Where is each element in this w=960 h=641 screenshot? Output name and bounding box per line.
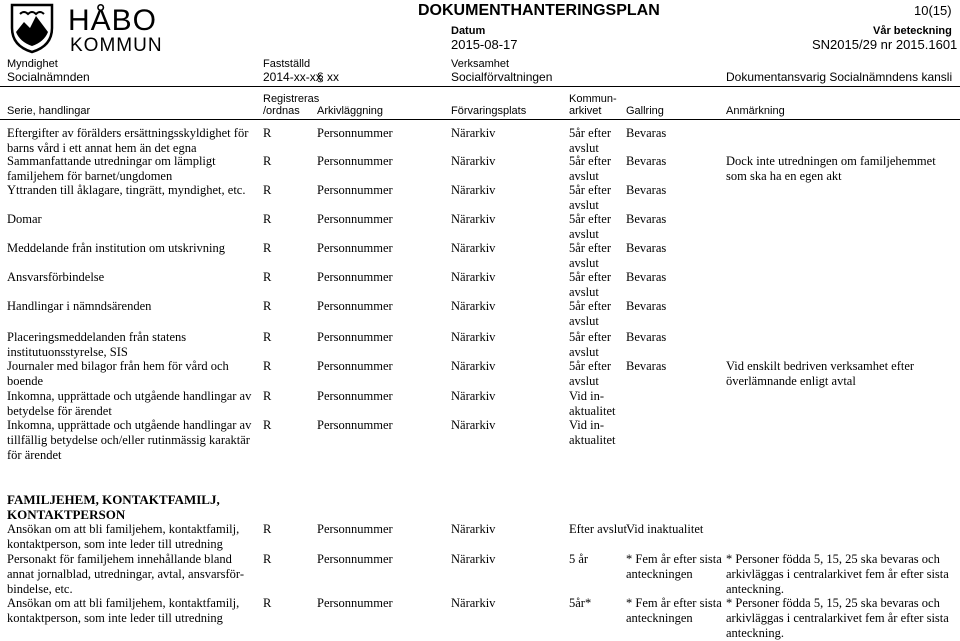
row-kom: 5år efter avslut	[569, 270, 611, 299]
row-anm: Dock inte utredningen om familjehemmet som ska ha en egen akt	[726, 154, 936, 183]
adopted-section: § xx	[317, 70, 340, 84]
ref-value: SN2015/29 nr 2015.1601	[812, 37, 958, 52]
row-kom: 5år efter avslut	[569, 126, 611, 155]
row-reg: R	[263, 154, 272, 168]
operations-label: Verksamhet	[451, 58, 510, 70]
row-kom: 5år efter avslut	[569, 212, 611, 241]
adopted-value: 2014-xx-xx	[263, 70, 322, 84]
row-reg: R	[263, 126, 272, 140]
row-ark: Personnummer	[317, 596, 393, 610]
row-name: Journaler med bilagor från hem för vård och boende	[7, 359, 229, 388]
row-name: Personakt för familjehem innehållande bland annat jornalblad, utredningar, avtal, ansvarsför-bindelse, etc.	[7, 552, 245, 596]
row-kom: 5år efter avslut	[569, 241, 611, 270]
row-reg: R	[263, 389, 272, 403]
row-name: Ansökan om att bli familjehem, kontaktfamilj, kontaktperson, som inte leder till utredning	[7, 596, 240, 625]
document-header	[0, 0, 960, 120]
row-forv: Närarkiv	[451, 359, 496, 373]
col-anmarkning: Anmärkning	[726, 105, 785, 117]
page-number: 10(15)	[914, 3, 952, 18]
row-ark: Personnummer	[317, 183, 393, 197]
row-name: Sammanfattande utredningar om lämpligt familjehem för barnet/ungdomen	[7, 154, 216, 183]
row-gall: * Fem år efter sista anteckningen	[626, 596, 722, 625]
row-forv: Närarkiv	[451, 552, 496, 566]
row-ark: Personnummer	[317, 270, 393, 284]
row-kom: Efter avslut	[569, 522, 627, 536]
row-anm: * Personer födda 5, 15, 25 ska bevaras och arkivläggas i centralarkivet fem år efter sista anteckning.	[726, 596, 949, 640]
row-anm: * Personer födda 5, 15, 25 ska bevaras och arkivläggas i centralarkivet fem år efter sista anteckning.	[726, 552, 949, 596]
col-forvaringsplats: Förvaringsplats	[451, 105, 527, 117]
row-gall: Bevaras	[626, 154, 667, 168]
row-name: Ansvarsförbindelse	[7, 270, 105, 284]
row-gall: Bevaras	[626, 359, 667, 373]
row-ark: Personnummer	[317, 418, 393, 432]
row-forv: Närarkiv	[451, 389, 496, 403]
row-ark: Personnummer	[317, 552, 393, 566]
row-reg: R	[263, 330, 272, 344]
authority-value: Socialnämnden	[7, 70, 90, 84]
row-forv: Närarkiv	[451, 183, 496, 197]
col-registreras-2: /ordnas	[263, 105, 300, 117]
row-kom: 5år efter avslut	[569, 183, 611, 212]
row-kom: 5år efter avslut	[569, 299, 611, 328]
date-label: Datum	[451, 25, 486, 37]
row-kom: 5år efter avslut	[569, 359, 611, 388]
row-forv: Närarkiv	[451, 299, 496, 313]
logo-line2: KOMMUN	[70, 35, 163, 56]
row-ark: Personnummer	[317, 241, 393, 255]
row-name: Meddelande från institution om utskrivning	[7, 241, 226, 255]
row-name: Handlingar i nämndsärenden	[7, 299, 152, 313]
row-gall: Bevaras	[626, 212, 667, 226]
row-name: Eftergifter av förälders ersättningsskyldighet för barns vård i ett annat hem än det egna	[7, 126, 249, 155]
row-reg: R	[263, 270, 272, 284]
columns-divider	[0, 119, 960, 120]
row-forv: Närarkiv	[451, 270, 496, 284]
row-gall: * Fem år efter sista anteckningen	[626, 552, 722, 581]
col-serie: Serie, handlingar	[7, 105, 91, 117]
row-anm: Vid enskilt bedriven verksamhet efter överlämnande enligt avtal	[726, 359, 915, 388]
row-reg: R	[263, 299, 272, 313]
ref-label: Vår beteckning	[873, 25, 952, 37]
row-gall: Bevaras	[626, 241, 667, 255]
row-gall: Bevaras	[626, 270, 667, 284]
row-kom: Vid in-aktualitet	[569, 418, 616, 447]
doc-title: DOKUMENTHANTERINGSPLAN	[418, 2, 660, 19]
row-reg: R	[263, 596, 272, 610]
crest-icon	[6, 2, 58, 54]
row-forv: Närarkiv	[451, 241, 496, 255]
row-name: Inkomna, upprättade och utgående handlingar av tillfällig betydelse och/eller rutinmässig karaktär för ärendet	[7, 418, 252, 462]
row-reg: R	[263, 522, 272, 536]
operations-value: Socialförvaltningen	[451, 70, 553, 84]
row-reg: R	[263, 212, 272, 226]
adopted-label: Fastställd	[263, 58, 311, 70]
document-responsible: Dokumentansvarig Socialnämndens kansli	[726, 70, 953, 84]
header-divider	[0, 86, 960, 87]
row-reg: R	[263, 359, 272, 373]
row-kom: 5år efter avslut	[569, 154, 611, 183]
row-forv: Närarkiv	[451, 126, 496, 140]
row-ark: Personnummer	[317, 522, 393, 536]
row-reg: R	[263, 552, 272, 566]
row-forv: Närarkiv	[451, 330, 496, 344]
row-kom: 5 år	[569, 552, 589, 566]
habo-logo	[6, 2, 163, 56]
row-name: Ansökan om att bli familjehem, kontaktfamilj, kontaktperson, som inte leder till utredning	[7, 522, 240, 551]
row-forv: Närarkiv	[451, 596, 496, 610]
row-reg: R	[263, 418, 272, 432]
row-reg: R	[263, 183, 272, 197]
row-ark: Personnummer	[317, 212, 393, 226]
row-reg: R	[263, 241, 272, 255]
row-kom: 5år efter avslut	[569, 330, 611, 359]
logo-line1: HÅBO	[68, 4, 158, 37]
row-forv: Närarkiv	[451, 522, 496, 536]
row-name: Yttranden till åklagare, tingrätt, myndighet, etc.	[7, 183, 246, 197]
row-kom: 5år*	[569, 596, 592, 610]
row-ark: Personnummer	[317, 359, 393, 373]
row-ark: Personnummer	[317, 389, 393, 403]
row-name: Inkomna, upprättade och utgående handlingar av betydelse för ärendet	[7, 389, 252, 418]
row-kom: Vid in-aktualitet	[569, 389, 616, 418]
row-ark: Personnummer	[317, 154, 393, 168]
col-registreras-1: Registreras	[263, 93, 320, 105]
row-gall: Vid inaktualitet	[626, 522, 704, 536]
row-ark: Personnummer	[317, 299, 393, 313]
col-arkivlaggning: Arkivläggning	[317, 105, 384, 117]
col-kommunarkivet-1: Kommun-	[569, 93, 617, 105]
row-ark: Personnummer	[317, 126, 393, 140]
row-forv: Närarkiv	[451, 154, 496, 168]
row-name: Placeringsmeddelanden från statens institutuonsstyrelse, SIS	[7, 330, 187, 359]
row-gall: Bevaras	[626, 183, 667, 197]
date-value: 2015-08-17	[451, 37, 518, 52]
section-title: FAMILJEHEM, KONTAKTFAMILJ, KONTAKTPERSON	[7, 492, 220, 522]
row-gall: Bevaras	[626, 299, 667, 313]
col-gallring: Gallring	[626, 105, 664, 117]
authority-label: Myndighet	[7, 58, 58, 70]
col-kommunarkivet-2: arkivet	[569, 105, 602, 117]
row-name: Domar	[7, 212, 42, 226]
row-forv: Närarkiv	[451, 212, 496, 226]
row-ark: Personnummer	[317, 330, 393, 344]
row-gall: Bevaras	[626, 330, 667, 344]
row-forv: Närarkiv	[451, 418, 496, 432]
row-gall: Bevaras	[626, 126, 667, 140]
